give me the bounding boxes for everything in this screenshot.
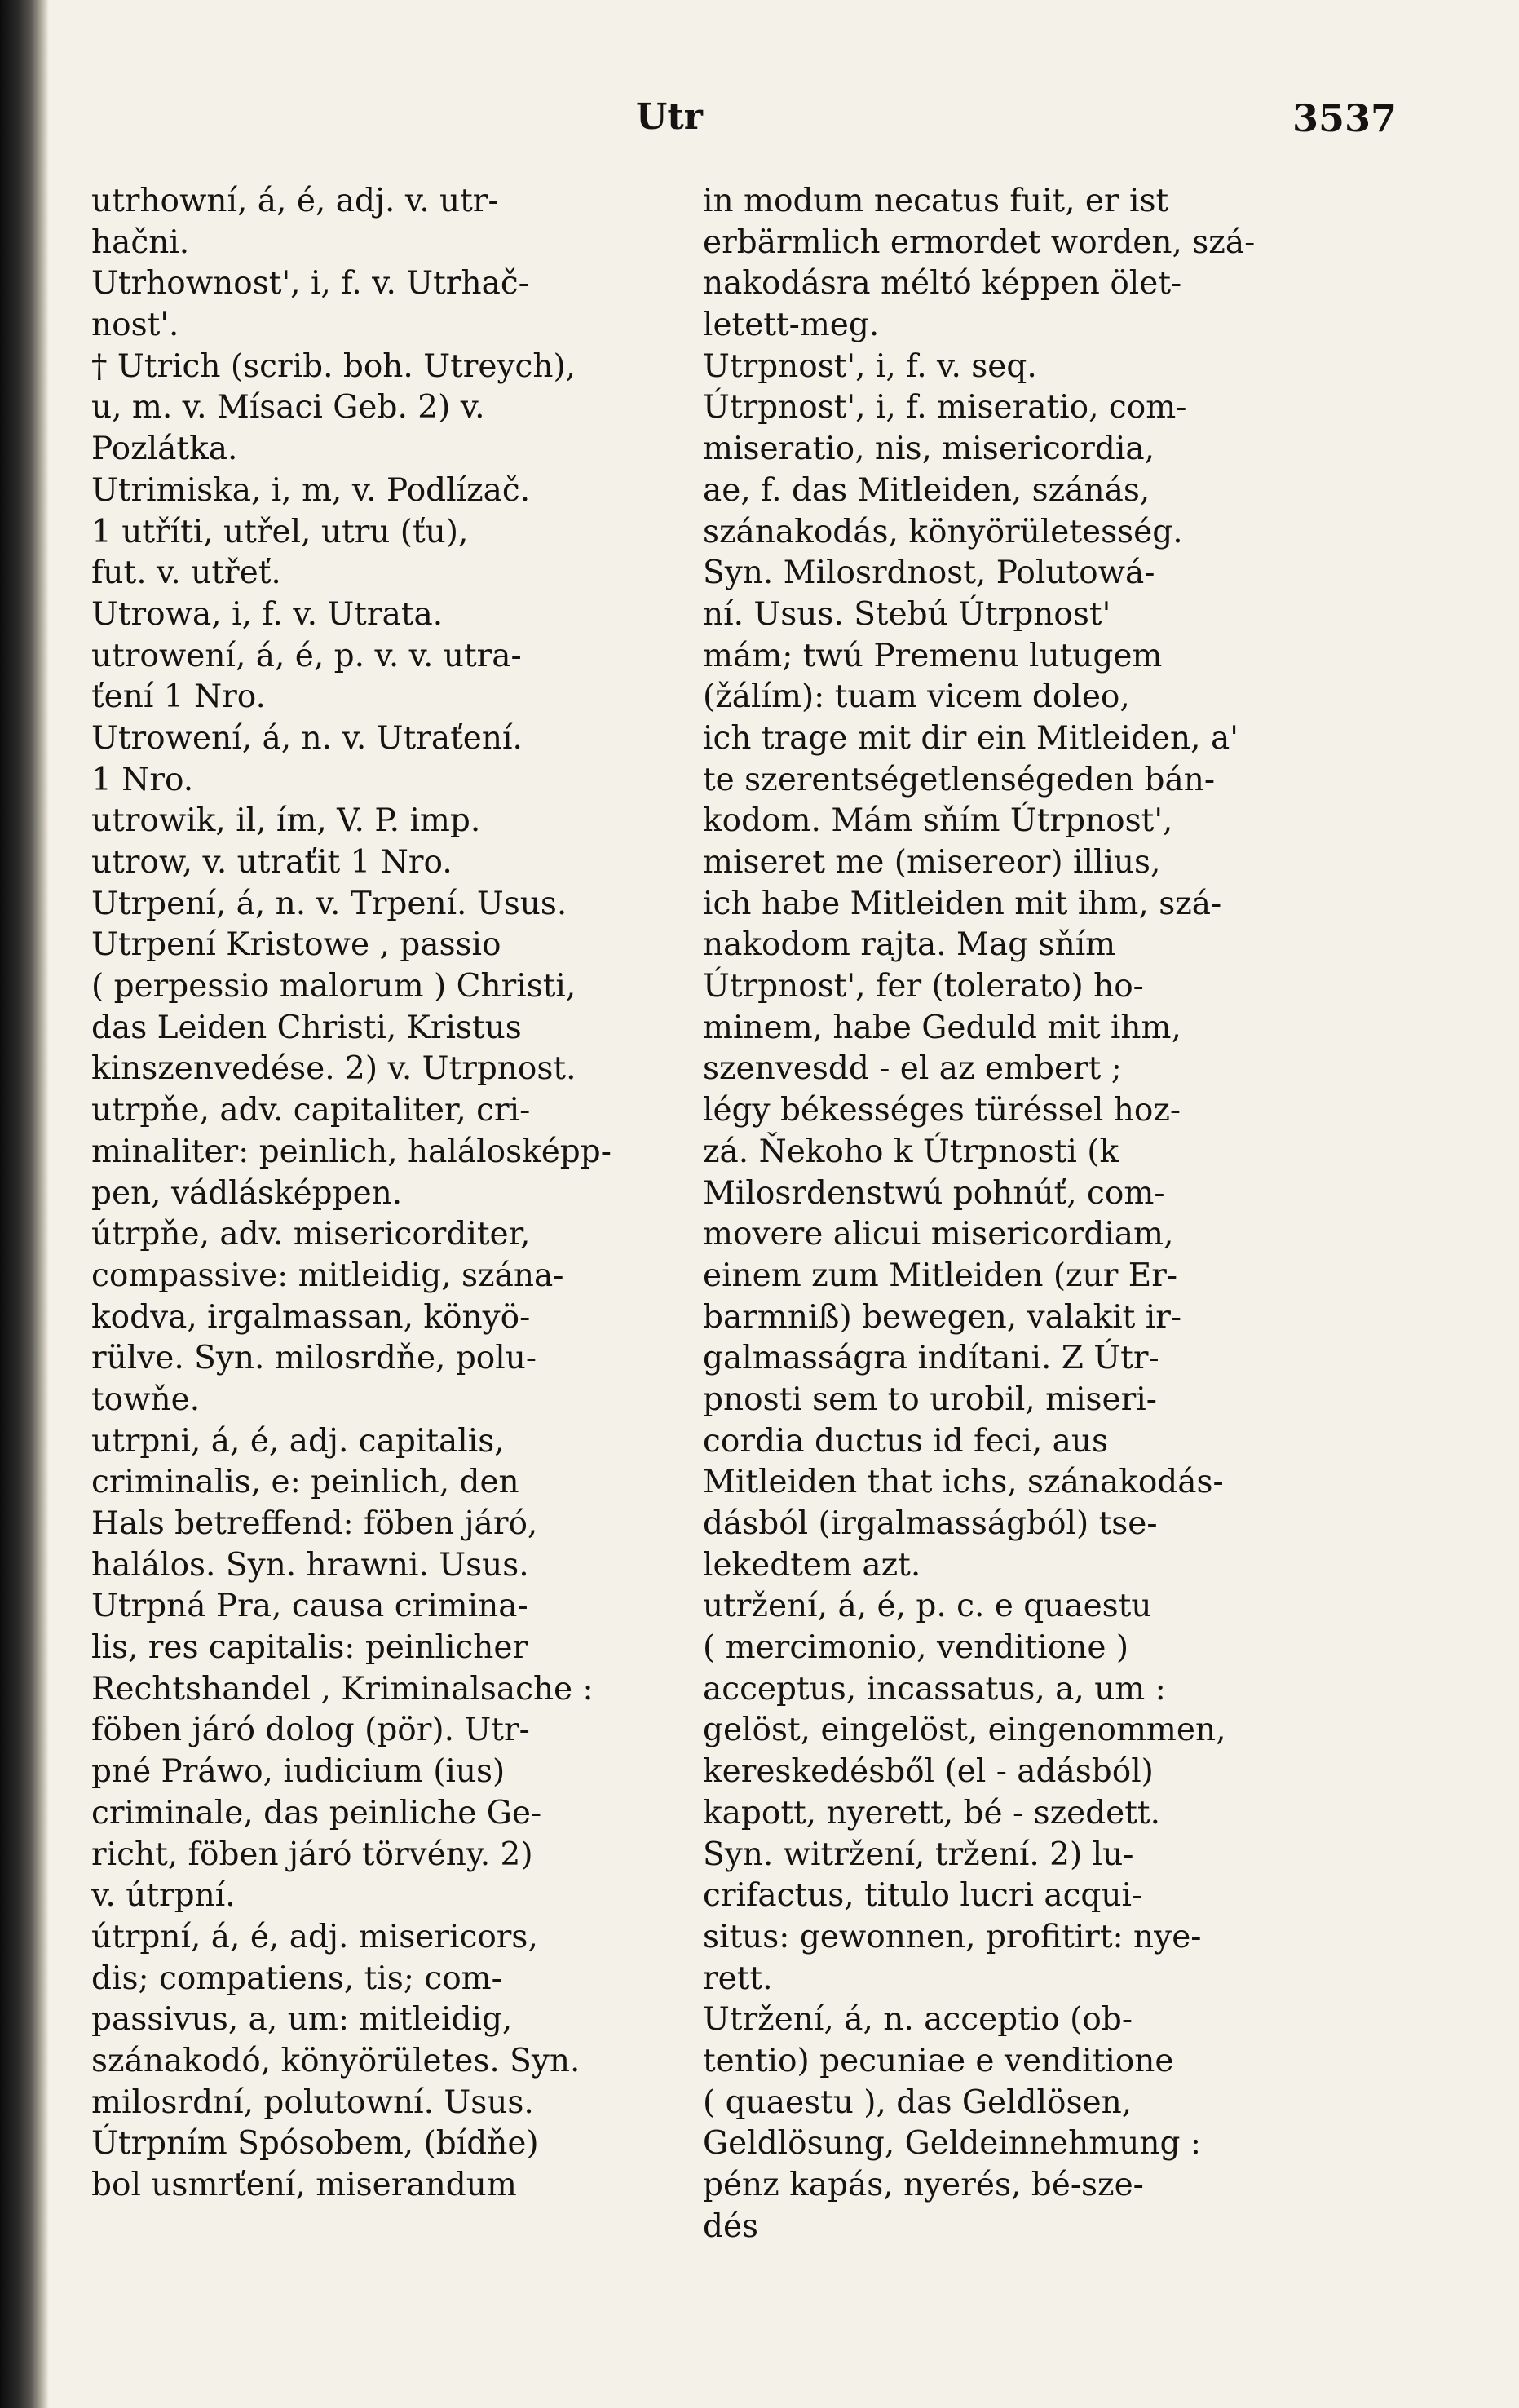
page-header bbox=[73, 96, 1397, 145]
dictionary-line: lis, res capitalis: peinlicher bbox=[91, 1629, 528, 1667]
dictionary-line: acceptus, incassatus, a, um : bbox=[703, 1670, 1166, 1708]
dictionary-line: lekedtem azt. bbox=[703, 1546, 921, 1584]
dictionary-line: szánakodó, könyörületes. Syn. bbox=[91, 2042, 581, 2079]
dictionary-line: mám; twú Premenu lutugem bbox=[703, 637, 1163, 674]
dictionary-line: einem zum Mitleiden (zur Er- bbox=[703, 1257, 1178, 1294]
dictionary-line: dásból (irgalmasságból) tse- bbox=[703, 1505, 1158, 1542]
dictionary-line: útrpní, á, é, adj. misericors, bbox=[91, 1918, 538, 1955]
dictionary-line: galmasságra indítani. Z Útr- bbox=[703, 1340, 1159, 1377]
dictionary-line: Pozlátka. bbox=[91, 431, 238, 468]
dictionary-line: utrpni, á, é, adj. capitalis, bbox=[91, 1422, 505, 1460]
dictionary-line: kereskedésből (el - adásból) bbox=[703, 1753, 1154, 1791]
dictionary-line: minaliter: peinlich, halálosképp- bbox=[91, 1133, 612, 1170]
dictionary-line: letett-meg. bbox=[703, 307, 880, 344]
left-column bbox=[91, 181, 678, 2207]
dictionary-line: situs: gewonnen, profitirt: nye- bbox=[703, 1918, 1202, 1955]
dictionary-line: szenvesdd - el az embert ; bbox=[703, 1050, 1122, 1088]
dictionary-line: pen, vádlásképpen. bbox=[91, 1174, 403, 1212]
dictionary-line: kodom. Mám sňím Útrpnost', bbox=[703, 802, 1173, 840]
dictionary-line: ich trage mit dir ein Mitleiden, a' bbox=[703, 719, 1239, 757]
dictionary-line: Utrimiska, i, m, v. Podlízač. bbox=[91, 471, 531, 509]
dictionary-line: ťení 1 Nro. bbox=[91, 678, 266, 716]
dictionary-line: pné Práwo, iudicium (ius) bbox=[91, 1753, 506, 1791]
dictionary-line: utrow, v. utraťit 1 Nro. bbox=[91, 844, 453, 881]
dictionary-line: zá. Ňekoho k Útrpnosti (k bbox=[703, 1133, 1119, 1170]
dictionary-line: compassive: mitleidig, szána- bbox=[91, 1257, 564, 1294]
dictionary-line: criminalis, e: peinlich, den bbox=[91, 1464, 519, 1501]
dictionary-line: Útrpnost', fer (tolerato) ho- bbox=[703, 968, 1144, 1005]
dictionary-line: nakodásra méltó képpen ölet- bbox=[703, 265, 1182, 303]
dictionary-line: Utržení, á, n. acceptio (ob- bbox=[703, 2001, 1133, 2039]
dictionary-line: movere alicui misericordiam, bbox=[703, 1216, 1174, 1253]
dictionary-line: ich habe Mitleiden mit ihm, szá- bbox=[703, 885, 1222, 922]
dictionary-line: Utrowa, i, f. v. Utrata. bbox=[91, 595, 444, 633]
dictionary-line: dés bbox=[703, 2207, 759, 2245]
dictionary-line: Utrpení Kristowe , passio bbox=[91, 926, 501, 964]
dictionary-line: dis; compatiens, tis; com- bbox=[91, 1960, 502, 1997]
dictionary-line: Syn. witržení, tržení. 2) lu- bbox=[703, 1836, 1134, 1873]
dictionary-line: Rechtshandel , Kriminalsache : bbox=[91, 1670, 594, 1708]
dictionary-line: utrpňe, adv. capitaliter, cri- bbox=[91, 1092, 531, 1129]
dictionary-line: Utrpení, á, n. v. Trpení. Usus. bbox=[91, 885, 567, 922]
dictionary-line: Utrhownost', i, f. v. Utrhač- bbox=[91, 265, 529, 303]
dictionary-line: Útrpnost', i, f. miseratio, com- bbox=[703, 389, 1187, 426]
dictionary-line: Syn. Milosrdnost, Polutowá- bbox=[703, 555, 1155, 592]
dictionary-line: szánakodás, könyörületesség. bbox=[703, 513, 1183, 550]
dictionary-line: légy békességes türéssel hoz- bbox=[703, 1092, 1181, 1129]
book-spine-shadow bbox=[0, 0, 49, 2408]
dictionary-line: u, m. v. Mísaci Geb. 2) v. bbox=[91, 389, 485, 426]
dictionary-line: rett. bbox=[703, 1960, 773, 1997]
dictionary-line: ( mercimonio, venditione ) bbox=[703, 1629, 1129, 1667]
dictionary-line: passivus, a, um: mitleidig, bbox=[91, 2001, 513, 2039]
dictionary-line: nakodom rajta. Mag sňím bbox=[703, 926, 1116, 964]
page-number: 3537 bbox=[1292, 96, 1397, 140]
dictionary-line: utrowik, il, ím, V. P. imp. bbox=[91, 802, 481, 840]
dictionary-line: 1 Nro. bbox=[91, 761, 194, 798]
dictionary-line: ( quaestu ), das Geldlösen, bbox=[703, 2083, 1133, 2121]
dictionary-line: nost'. bbox=[91, 307, 179, 344]
dictionary-line: Utrpnost', i, f. v. seq. bbox=[703, 347, 1037, 385]
dictionary-line: kodva, irgalmassan, könyö- bbox=[91, 1298, 531, 1336]
dictionary-line: kinszenvedése. 2) v. Utrpnost. bbox=[91, 1050, 576, 1088]
dictionary-line: Hals betreffend: föben járó, bbox=[91, 1505, 538, 1542]
dictionary-line: Útrpním Spósobem, (bídňe) bbox=[91, 2125, 539, 2163]
dictionary-line: (žálím): tuam vicem doleo, bbox=[703, 678, 1130, 716]
dictionary-line: ní. Usus. Stebú Útrpnost' bbox=[703, 595, 1111, 633]
dictionary-line: Utrowení, á, n. v. Utraťení. bbox=[91, 719, 523, 757]
dictionary-line: barmniß) bewegen, valakit ir- bbox=[703, 1298, 1182, 1336]
dictionary-line: pénz kapás, nyerés, bé-sze- bbox=[703, 2167, 1144, 2203]
dictionary-line: bol usmrťení, miserandum bbox=[91, 2167, 517, 2203]
dictionary-line: miseret me (misereor) illius, bbox=[703, 844, 1161, 881]
dictionary-line: Milosrdenstwú pohnúť, com- bbox=[703, 1174, 1165, 1212]
dictionary-line: 1 utříti, utřel, utru (ťu), bbox=[91, 513, 469, 550]
dictionary-line: föben járó dolog (pör). Utr- bbox=[91, 1712, 530, 1749]
dictionary-line: utrhowní, á, é, adj. v. utr- bbox=[91, 183, 499, 219]
dictionary-line: ( perpessio malorum ) Christi, bbox=[91, 968, 576, 1005]
dictionary-line: utržení, á, é, p. c. e quaestu bbox=[703, 1588, 1152, 1625]
dictionary-line: fut. v. utřeť. bbox=[91, 555, 281, 592]
dictionary-line: ae, f. das Mitleiden, szánás, bbox=[703, 471, 1150, 509]
dictionary-line: criminale, das peinliche Ge- bbox=[91, 1794, 542, 1831]
dictionary-line: hačni. bbox=[91, 223, 190, 261]
right-column bbox=[703, 181, 1290, 2247]
dictionary-line: kapott, nyerett, bé - szedett. bbox=[703, 1794, 1161, 1831]
dictionary-line: pnosti sem to urobil, miseri- bbox=[703, 1381, 1157, 1418]
dictionary-line: in modum necatus fuit, er ist bbox=[703, 183, 1169, 219]
dictionary-line: Mitleiden that ichs, szánakodás- bbox=[703, 1464, 1224, 1501]
dictionary-line: gelöst, eingelöst, eingenommen, bbox=[703, 1712, 1226, 1749]
dictionary-line: cordia ductus id feci, aus bbox=[703, 1422, 1109, 1460]
dictionary-line: rülve. Syn. milosrdňe, polu- bbox=[91, 1340, 537, 1377]
dictionary-line: te szerentségetlenségeden bán- bbox=[703, 761, 1215, 798]
dictionary-line: crifactus, titulo lucri acqui- bbox=[703, 1877, 1143, 1915]
dictionary-line: Geldlösung, Geldeinnehmung : bbox=[703, 2125, 1202, 2163]
dictionary-line: † Utrich (scrib. boh. Utreych), bbox=[91, 347, 576, 385]
dictionary-line: milosrdní, polutowní. Usus. bbox=[91, 2083, 534, 2121]
dictionary-line: towňe. bbox=[91, 1381, 201, 1418]
dictionary-line: halálos. Syn. hrawni. Usus. bbox=[91, 1546, 529, 1584]
dictionary-line: erbärmlich ermordet worden, szá- bbox=[703, 223, 1256, 261]
running-head-word: Utr bbox=[636, 96, 703, 138]
dictionary-line: miseratio, nis, misericordia, bbox=[703, 431, 1155, 468]
dictionary-line: Utrpná Pra, causa crimina- bbox=[91, 1588, 528, 1625]
dictionary-line: richt, föben járó törvény. 2) bbox=[91, 1836, 533, 1873]
dictionary-line: v. útrpní. bbox=[91, 1877, 236, 1915]
dictionary-line: minem, habe Geduld mit ihm, bbox=[703, 1009, 1181, 1046]
dictionary-line: útrpňe, adv. misericorditer, bbox=[91, 1216, 531, 1253]
dictionary-line: utrowení, á, é, p. v. v. utra- bbox=[91, 637, 522, 674]
dictionary-line: das Leiden Christi, Kristus bbox=[91, 1009, 522, 1046]
dictionary-line: tentio) pecuniae e venditione bbox=[703, 2042, 1174, 2079]
